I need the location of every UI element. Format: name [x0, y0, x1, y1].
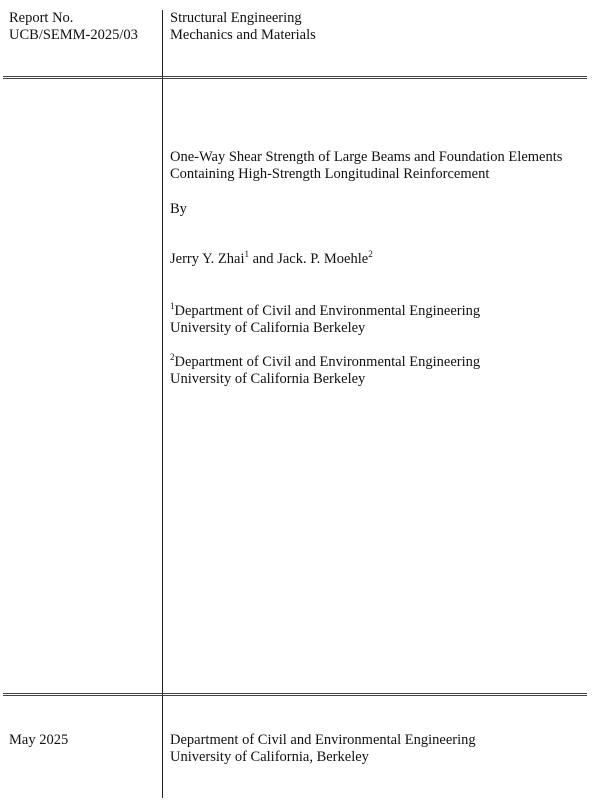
- affiliation-2: [170, 354, 480, 388]
- field-line-1: Structural Engineering: [170, 10, 302, 26]
- affiliation-2-mark: 2: [170, 352, 175, 363]
- title-line-1: One-Way Shear Strength of Large Beams and Foundation Elements: [170, 149, 563, 165]
- author-2-name: Jack. P. Moehle: [277, 251, 369, 267]
- affiliation-1-university: University of California Berkeley: [170, 320, 366, 336]
- vertical-divider: [162, 10, 163, 798]
- affiliation-1-mark: 1: [170, 301, 175, 312]
- publisher-block: [170, 732, 476, 766]
- report-number-block: [9, 10, 138, 44]
- report-title: [170, 149, 562, 183]
- field-line-2: Mechanics and Materials: [170, 27, 316, 43]
- report-label: Report No.: [9, 10, 74, 26]
- publication-date: May 2025: [9, 732, 69, 748]
- publisher-line-1: Department of Civil and Environmental Engineering: [170, 732, 476, 748]
- authors-connector: and: [249, 251, 278, 267]
- affiliation-2-university: University of California Berkeley: [170, 371, 366, 387]
- top-double-rule: [3, 76, 587, 79]
- publisher-line-2: University of California, Berkeley: [170, 749, 369, 765]
- author-1-mark: 1: [244, 249, 249, 260]
- by-label: By: [170, 201, 187, 217]
- bottom-double-rule: [3, 693, 587, 696]
- title-line-2: Containing High-Strength Longitudinal Reinforcement: [170, 166, 490, 182]
- field-block: [170, 10, 316, 44]
- author-1-name: Jerry Y. Zhai: [170, 251, 245, 267]
- affiliation-2-department: Department of Civil and Environmental Engineering: [174, 354, 481, 370]
- report-number: UCB/SEMM-2025/03: [9, 27, 138, 43]
- author-2-mark: 2: [368, 249, 373, 260]
- affiliation-1-department: Department of Civil and Environmental Engineering: [174, 303, 481, 319]
- authors-line: [170, 251, 373, 268]
- affiliation-1: [170, 303, 480, 337]
